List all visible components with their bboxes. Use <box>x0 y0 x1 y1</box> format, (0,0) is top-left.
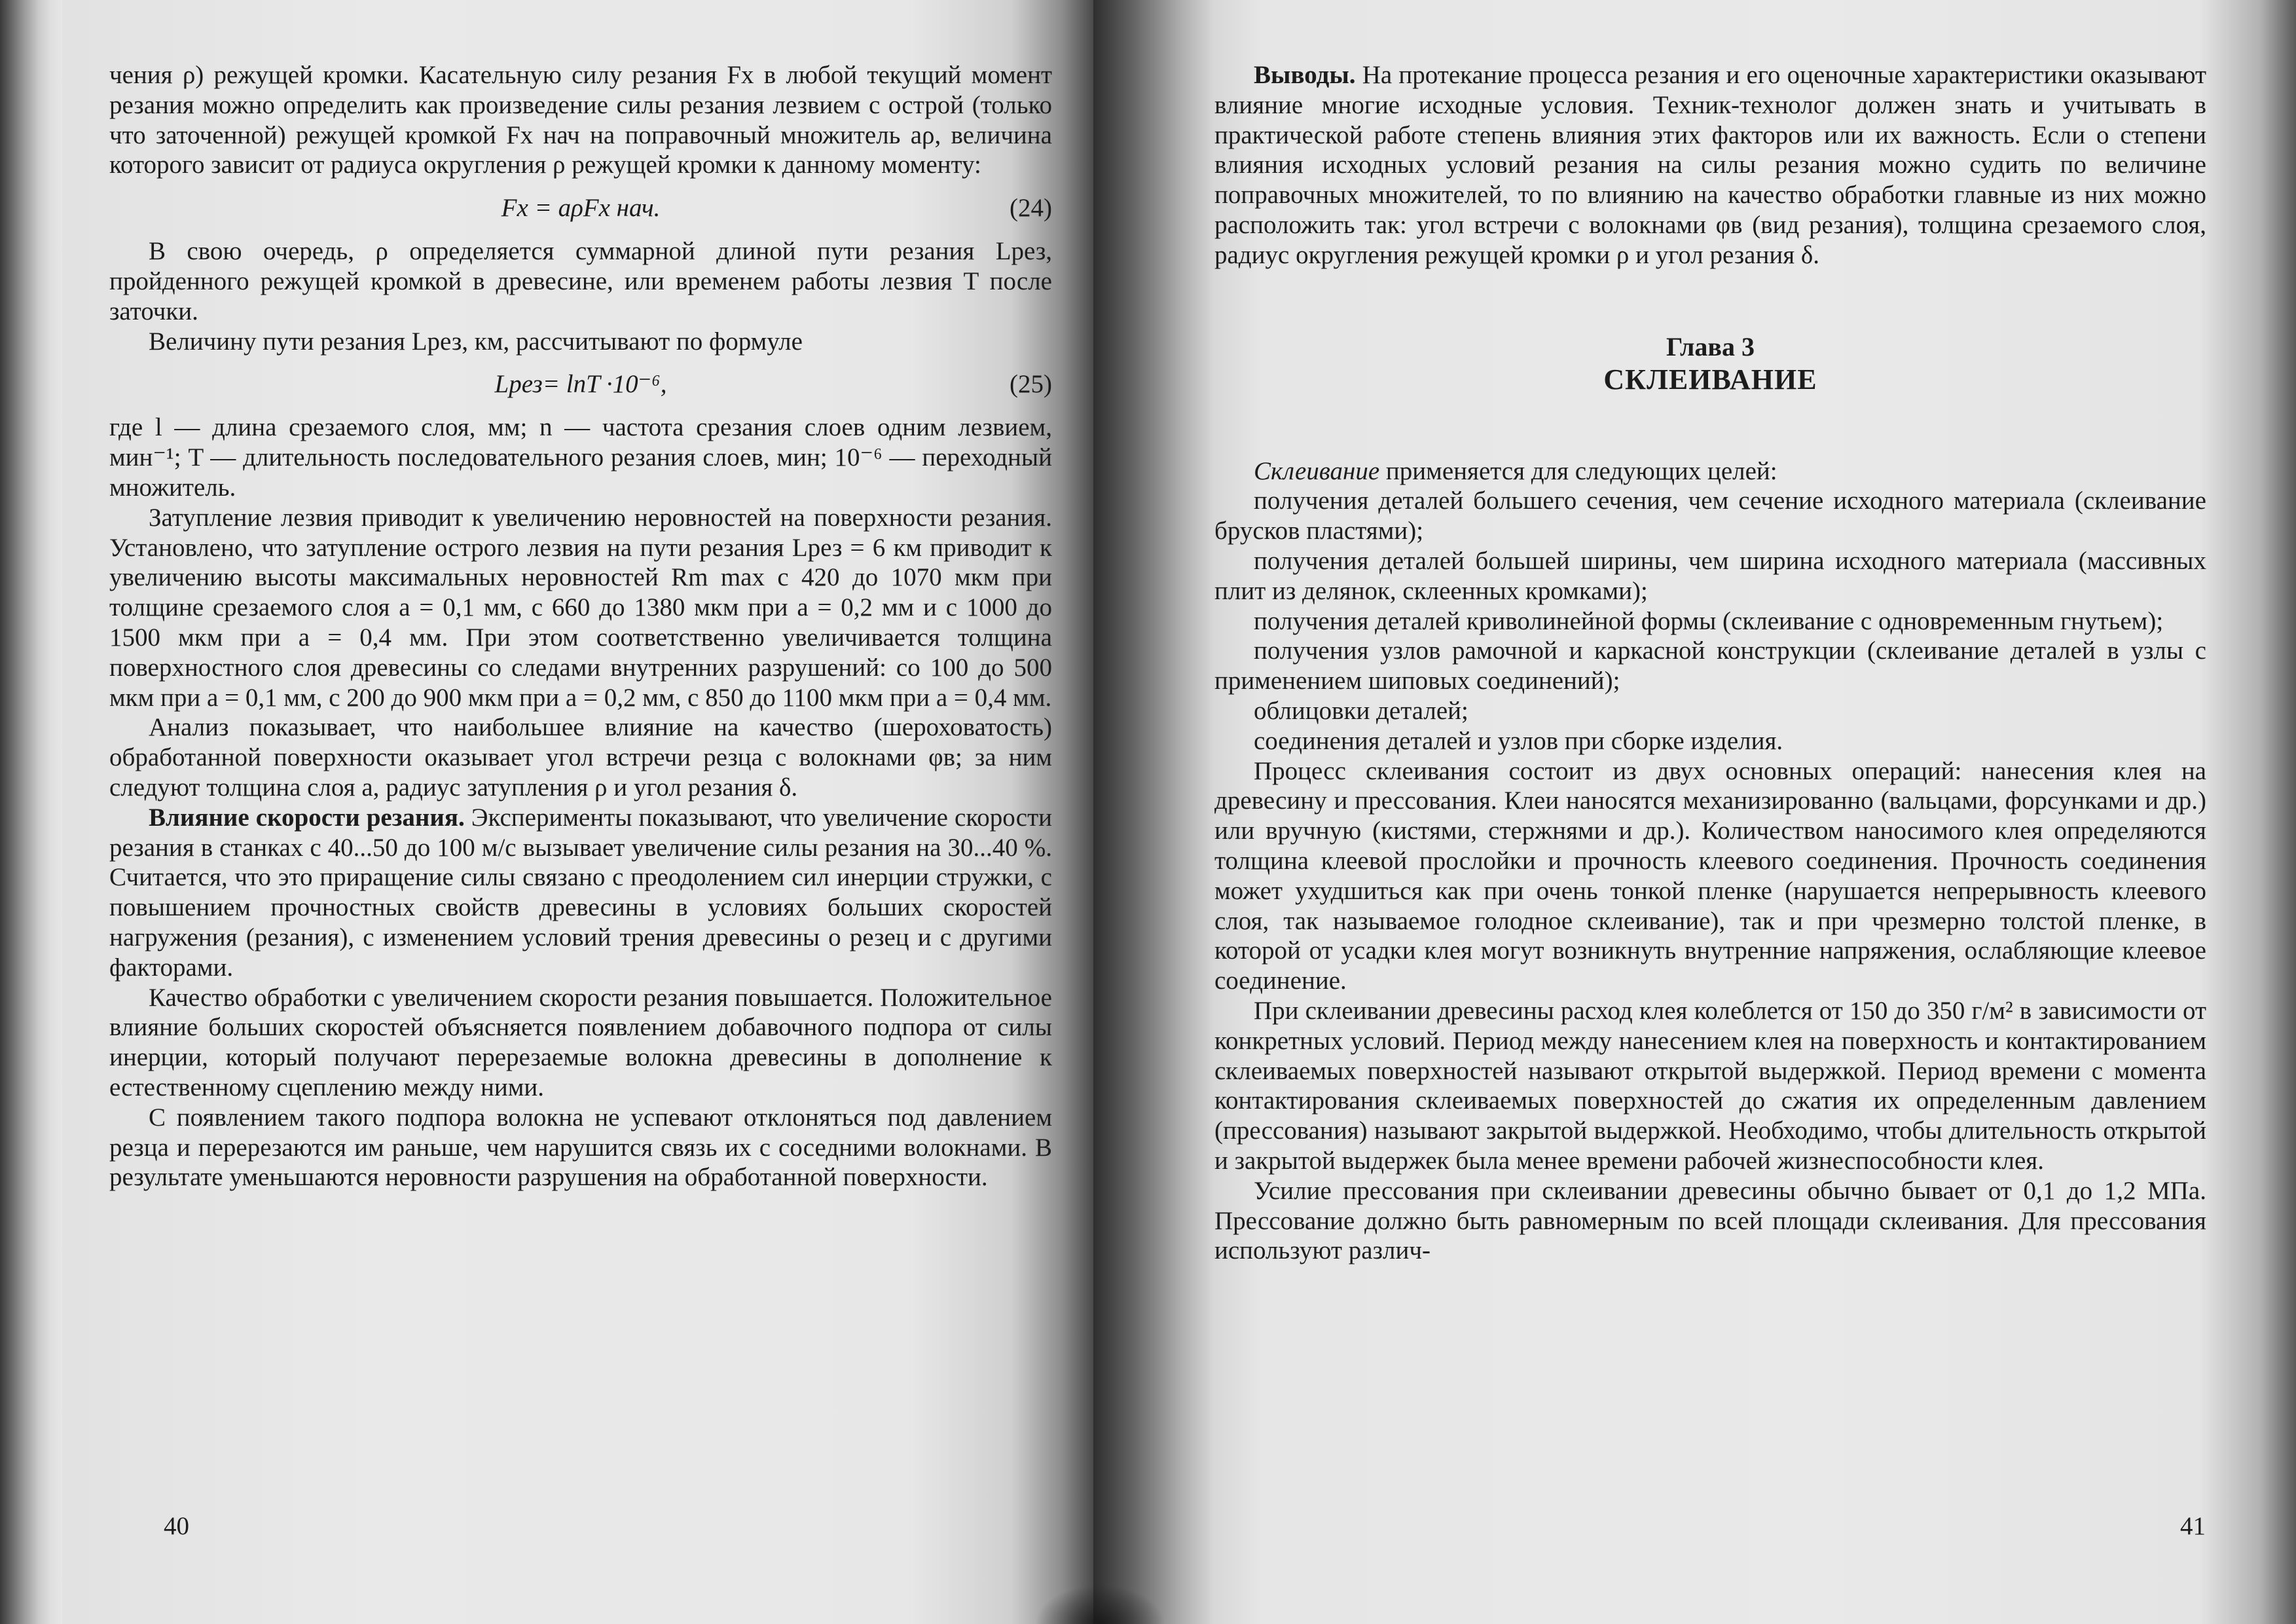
formula-24 <box>109 180 1052 236</box>
paragraph-path-length: Величину пути резания Lрез, км, рассчитывают по формуле <box>149 327 803 356</box>
speed-text: Эксперименты показывают, что увеличение скорости резания в станках с 40...50 до 100 м/с вызывает увеличение силы резания на 30...40 %. Считается, что это приращение силы связано с преодолением сил инерции стружки, с повышением прочностных свойств древесины в условиях больших скоростей нагружения (резания), с изменением условий трения древесины о резец и с другими факторами. <box>109 803 1052 982</box>
formula-24-expression: Fx = aρFx нач. <box>501 194 661 223</box>
conclusions-text: На протекание процесса резания и его оценочные характеристики оказывают влияние многие исходные условия. Техник-технолог должен знать и учитывать в практической работе степень влияния этих факторов или их важность. Если о степени влияния исходных условий резания на силы резания можно судить по величине поправочных множителей, то по влиянию на качество обработки главные из них можно расположить так: угол встречи с волокнами φв (вид резания), толщина срезаемого слоя, радиус округления режущей кромки ρ и угол резания δ. <box>1214 61 2206 269</box>
paragraph-continuation: чения ρ) режущей кромки. Касательную силу резания Fx в любой текущий момент резания можно определить как произведение силы резания лезвием с острой (только что заточенной) режущей кромкой Fx нач на поправочный множитель aρ, величина которого зависит от радиуса округления ρ режущей кромки к данному моменту: <box>109 61 1052 179</box>
list-item: получения деталей большей ширины, чем ширина исходного материала (массивных плит из делянок, склеенных кромками); <box>1214 546 2206 605</box>
page-number-left: 40 <box>164 1512 189 1540</box>
paragraph-where: где l — длина срезаемого слоя, мм; n — частота срезания слоев одним лезвием, мин⁻¹; T — длительность последовательного резания слоев, мин; 10⁻⁶ — переходный множитель. <box>109 413 1052 502</box>
page-number-right: 41 <box>2180 1512 2206 1540</box>
intro-term: Склеивание <box>1254 456 1380 485</box>
book-edge-shadow <box>0 0 62 1624</box>
paragraph-intro <box>1214 456 2206 487</box>
list-item: соединения деталей и узлов при сборке изделия. <box>1254 726 1783 755</box>
paragraph-pressure: Усилие прессования при склеивании древесины обычно бывает от 0,1 до 1,2 МПа. Прессование должно быть равномерным по всей площади склеивания. Для прессования используют различ- <box>1214 1176 2206 1265</box>
intro-text: применяется для следующих целей: <box>1379 456 1777 485</box>
formula-25 <box>109 356 1052 413</box>
list-item: получения деталей большего сечения, чем сечение исходного материала (склеивание брусков пластями); <box>1214 487 2206 545</box>
chapter-title: СКЛЕИВАНИЕ <box>1603 363 1817 396</box>
list-item: получения деталей криволинейной формы (склеивание с одновременным гнутьем); <box>1254 606 2164 635</box>
paragraph-speed <box>109 803 1052 983</box>
paragraph-analysis: Анализ показывает, что наибольшее влияние на качество (шероховатость) обработанной поверхности оказывает угол встречи резца с волокнами φв; за ним следуют толщина слоя a, радиус затупления ρ и угол резания δ. <box>109 713 1052 802</box>
paragraph-support: С появлением такого подпора волокна не успевают отклоняться под давлением резца и перерезаются им раньше, чем нарушится связь их с соседними волокнами. В результате уменьшаются неровности разрушения на обработанной поверхности. <box>109 1103 1052 1192</box>
paragraph-rho: В свою очередь, ρ определяется суммарной длиной пути резания Lрез, пройденного режущей кромкой в древесине, или временем работы лезвия T после заточки. <box>109 237 1052 325</box>
speed-heading: Влияние скорости резания. <box>149 803 465 832</box>
formula-24-number: (24) <box>1010 194 1052 223</box>
list-item: облицовки деталей; <box>1254 696 1468 725</box>
formula-25-number: (25) <box>1010 370 1052 399</box>
paragraph-dulling: Затупление лезвия приводит к увеличению неровностей на поверхности резания. Установлено, что затупление острого лезвия на пути резания Lрез = 6 км приводит к увеличению высоты максимальных неровностей Rm max с 420 до 1070 мкм при толщине срезаемого слоя a = 0,1 мм, с 660 до 1380 мкм при a = 0,2 мм и с 1000 до 1500 мкм при a = 0,4 мм. При этом соответственно увеличивается толщина поверхностного слоя древесины со следами внутренних разрушений: со 100 до 500 мкм при a = 0,1 мм, с 200 до 900 мкм при a = 0,2 мм, с 850 до 1100 мкм при a = 0,4 мм. <box>109 503 1052 712</box>
paragraph-consumption: При склеивании древесины расход клея колеблется от 150 до 350 г/м² в зависимости от конкретных условий. Период между нанесением клея на поверхность и контактированием склеиваемых поверхностей называют открытой выдержкой. Период времени с момента контактирования склеиваемых поверхностей до сжатия их определенным давлением (прессования) называют закрытой выдержкой. Необходимо, чтобы длительность открытой и закрытой выдержек была менее времени рабочей жизнеспособности клея. <box>1214 996 2206 1175</box>
spine-shadow <box>1034 1585 1165 1624</box>
paragraph-quality: Качество обработки с увеличением скорости резания повышается. Положительное влияние больших скоростей объясняется появлением добавочного подпора от силы инерции, который получают перерезаемые волокна древесины в дополнение к естественному сцеплению между ними. <box>109 983 1052 1101</box>
paragraph-process: Процесс склеивания состоит из двух основных операций: нанесения клея на древесину и прессования. Клеи наносятся механизированно (вальцами, форсунками и др.) или вручную (кистями, стержнями и др.). Количеством наносимого клея определяются толщина клеевой прослойки и прочность клеевого соединения. Прочность соединения может ухудшиться как при очень тонкой пленке (нарушается непрерывность клеевого слоя, так называемое голодное склеивание), так и при чрезмерно толстой пленке, в которой от усадки клея могут возникнуть внутренние напряжения, ослабляющие клеевое соединение. <box>1214 756 2206 995</box>
list-item: получения узлов рамочной и каркасной конструкции (склеивание деталей в узлы с применением шиповых соединений); <box>1214 637 2206 695</box>
chapter-label: Глава 3 <box>1666 331 1755 361</box>
left-page-text <box>109 60 1052 1192</box>
paragraph-conclusions <box>1214 60 2206 270</box>
conclusions-heading: Выводы. <box>1254 61 1356 89</box>
right-page-text <box>1214 60 2206 1266</box>
formula-25-expression: Lрез= lnT ·10⁻⁶, <box>494 370 667 399</box>
